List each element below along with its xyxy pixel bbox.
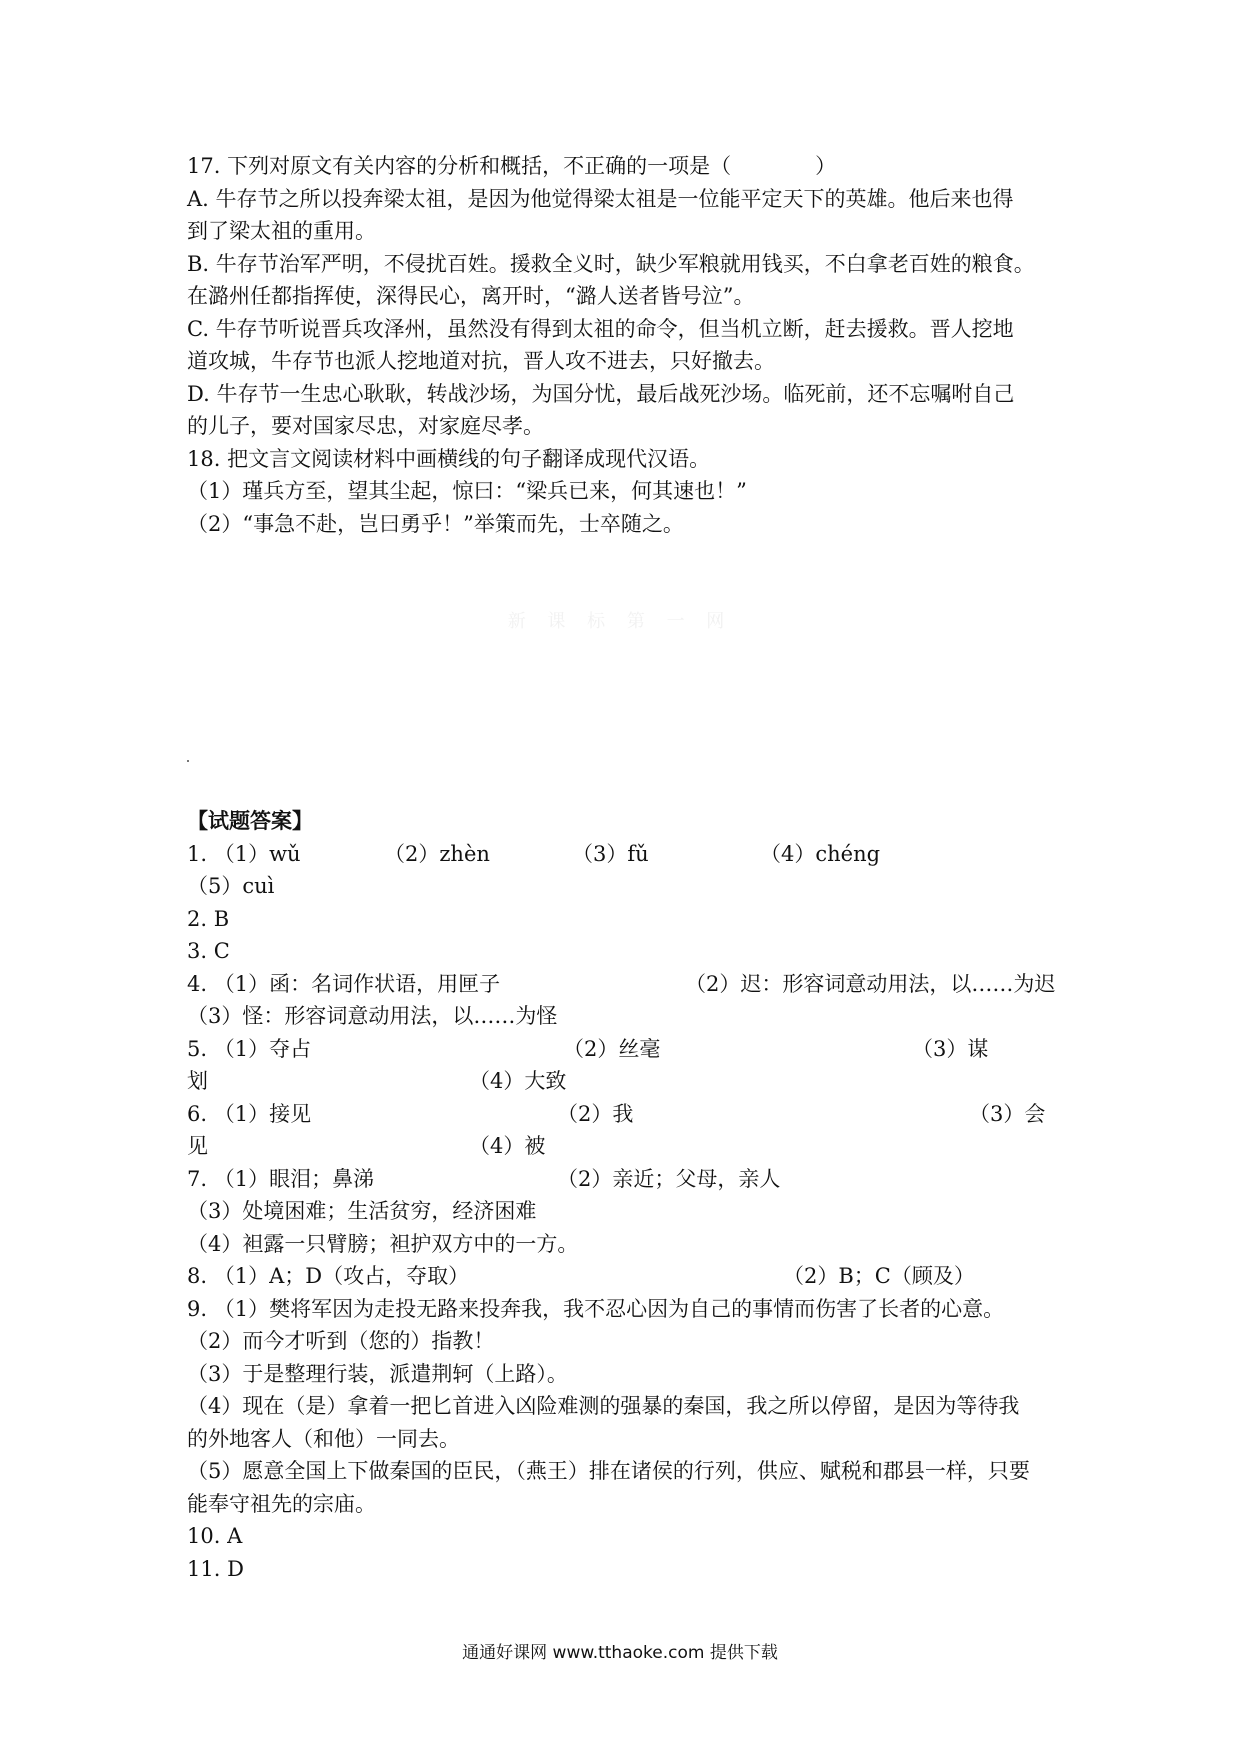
question-17-option-c-cont: 道攻城，牛存节也派人挖地道对抗，晋人攻不进去，只好撤去。 <box>187 349 775 373</box>
answer-6-part-1: 6. （1）接见 <box>187 1101 312 1126</box>
answer-9-line-1: 9. （1）樊将军因为走投无路来投奔我，我不忍心因为自己的事情而伤害了长者的心意。 <box>187 1296 1005 1321</box>
answer-5-part-3: （3）谋 <box>912 1036 989 1061</box>
answers-title: 【试题答案】 <box>187 809 313 833</box>
question-18-stem: 18. 把文言文阅读材料中画横线的句子翻译成现代汉语。 <box>187 446 711 471</box>
answer-4-part-2: （2）迟：形容词意动用法，以……为迟 <box>685 971 1056 996</box>
answer-6-part-4: （4）被 <box>469 1134 546 1158</box>
question-18-sentence-1: （1）瑾兵方至，望其尘起，惊曰：“梁兵已来，何其速也！” <box>187 479 747 503</box>
question-17-stem: 17. 下列对原文有关内容的分析和概括，不正确的一项是（ ） <box>187 154 837 178</box>
answer-6-part-3-cont: 见 <box>187 1134 208 1158</box>
answer-5-cont <box>187 1065 1067 1098</box>
answer-7-part-4: （4）袒露一只臂膀；袒护双方中的一方。 <box>187 1231 579 1256</box>
scan-speck <box>187 760 189 762</box>
answer-9-line-5: 的外地客人（和他）一同去。 <box>187 1426 460 1451</box>
answer-11: 11. D <box>187 1556 244 1581</box>
answer-9-line-4: （4）现在（是）拿着一把匕首进入凶险难测的强暴的秦国，我之所以停留，是因为等待我 <box>187 1394 1020 1418</box>
answer-5-part-2: （2）丝毫 <box>563 1036 661 1061</box>
answer-5-part-3-cont: 划 <box>187 1069 208 1093</box>
answer-5 <box>187 1033 1067 1066</box>
answers-section <box>187 805 1067 1585</box>
answer-1 <box>187 838 1067 871</box>
answer-10: 10. A <box>187 1524 243 1548</box>
answer-2: 2. B <box>187 906 230 931</box>
answer-8-part-1: 8. （1）A；D（攻占，夺取） <box>187 1264 470 1288</box>
question-17-option-d-cont: 的儿子，要对国家尽忠，对家庭尽孝。 <box>187 414 544 438</box>
answer-6-part-3: （3）会 <box>969 1101 1046 1126</box>
answer-9-line-7: 能奉守祖先的宗庙。 <box>187 1491 376 1516</box>
answer-9-line-6: （5）愿意全国上下做秦国的臣民，（燕王）排在诸侯的行列，供应、赋税和郡县一样，只要 <box>187 1459 1030 1483</box>
answer-1-part-2: （2）zhèn <box>384 841 490 866</box>
question-18-sentence-2: （2）“事急不赴，岂曰勇乎！”举策而先，士卒随之。 <box>187 511 684 536</box>
watermark: 新 课 标 第 一 网 <box>507 611 733 632</box>
answer-7 <box>187 1163 1067 1196</box>
answer-6-cont <box>187 1130 1067 1163</box>
questions-section <box>187 150 1067 540</box>
answer-8 <box>187 1260 1067 1293</box>
answer-7-part-3: （3）处境困难；生活贫穷，经济困难 <box>187 1199 537 1223</box>
answer-5-part-4: （4）大致 <box>469 1069 567 1093</box>
answer-1-part-4: （4）chéng <box>760 841 881 866</box>
answer-4-part-3: （3）怪：形容词意动用法，以……为怪 <box>187 1004 558 1028</box>
answer-9-line-2: （2）而今才听到（您的）指教！ <box>187 1329 495 1353</box>
answer-7-part-1: 7. （1）眼泪；鼻涕 <box>187 1166 375 1191</box>
answer-1-part-3: （3）fǔ <box>572 841 649 866</box>
answer-9-line-3: （3）于是整理行装，派遣荆轲（上路）。 <box>187 1361 568 1386</box>
answer-6-part-2: （2）我 <box>557 1101 634 1126</box>
question-17-option-b-cont: 在潞州任都指挥使，深得民心，离开时，“潞人送者皆号泣”。 <box>187 284 755 308</box>
question-17-option-a-cont: 到了梁太祖的重用。 <box>187 219 376 243</box>
answer-4-part-1: 4. （1）函：名词作状语，用匣子 <box>187 971 501 996</box>
question-17-option-b: B. 牛存节治军严明，不侵扰百姓。援救全义时，缺少军粮就用钱买，不白拿老百姓的粮食。 <box>187 251 1035 276</box>
answer-5-part-1: 5. （1）夺占 <box>187 1036 312 1061</box>
page-footer: 通通好课网 www.tthaoke.com 提供下载 <box>462 1643 778 1663</box>
answer-6 <box>187 1098 1067 1131</box>
question-17-option-c: C. 牛存节听说晋兵攻泽州，虽然没有得到太祖的命令，但当机立断，赶去援救。晋人挖地 <box>187 316 1014 341</box>
answer-8-part-2: （2）B；C（顾及） <box>783 1264 975 1288</box>
answer-1-part-1: 1. （1）wǔ <box>187 841 301 866</box>
answer-4 <box>187 968 1067 1001</box>
question-17-option-a: A. 牛存节之所以投奔梁太祖，是因为他觉得梁太祖是一位能平定天下的英雄。他后来也得 <box>187 186 1014 211</box>
question-17-option-d: D. 牛存节一生忠心耿耿，转战沙场，为国分忧，最后战死沙场。临死前，还不忘嘱咐自己 <box>187 381 1015 406</box>
answer-3: 3. C <box>187 939 230 963</box>
answer-7-part-2: （2）亲近；父母，亲人 <box>557 1166 781 1191</box>
answer-1-part-5: （5）cuì <box>187 874 275 898</box>
